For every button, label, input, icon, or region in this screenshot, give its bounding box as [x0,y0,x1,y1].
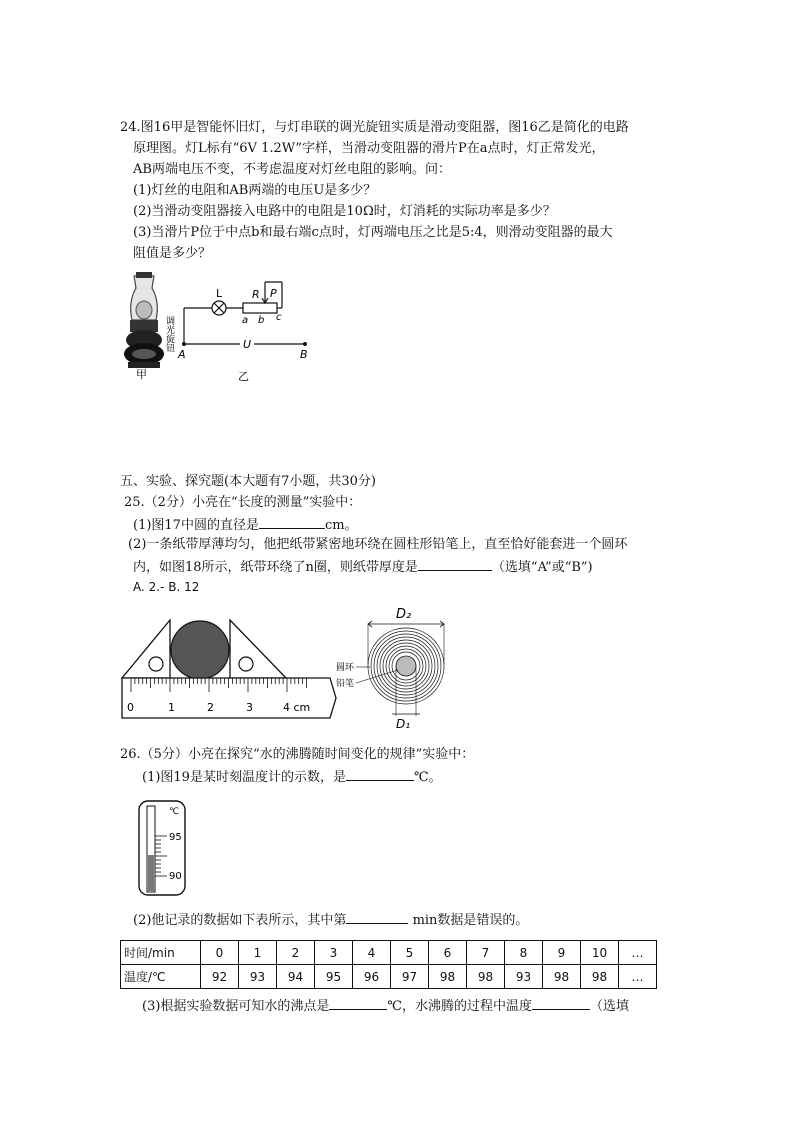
label-p: P [270,287,277,300]
table-row [121,941,657,965]
q24-sub1: (1)灯丝的电阻和AB两端的电压U是多少？ [133,183,377,198]
ruler-label: 4 cm [283,701,311,714]
q25-title: 25.（2分）小亮在“长度的测量”实验中： [124,495,362,510]
label-B: B [300,348,308,361]
label-c: c [276,312,282,323]
q26-sub3-end: （选填 [589,999,629,1014]
label-yi: 乙 [238,370,249,383]
data-table [120,940,657,989]
q26-title: 26.（5分）小亮在探究“水的沸腾随时间变化的规律”实验中： [120,747,475,762]
label-b: b [258,315,265,326]
row-header-time: 时间/min [121,941,201,965]
table-cell: 4 [353,941,391,965]
label-pencil: 铅笔 [336,679,355,689]
q26-sub3-mid: ℃，水沸腾的过程中温度 [387,999,532,1014]
answer-blank[interactable] [418,557,492,571]
table-cell: 2 [277,941,315,965]
circuit-diagram [184,282,305,344]
table-row [121,965,657,989]
q25-sub2a: (2)一条纸带厚薄均匀，他把纸带紧密地环绕在圆柱形铅笔上，直至恰好能套进一个圆环 [128,537,628,552]
answer-blank[interactable] [346,767,414,781]
ruler-label: 0 [127,701,134,714]
table-cell: 10 [581,941,619,965]
table-cell: 98 [467,965,505,989]
table-cell: 7 [467,941,505,965]
answer-blank[interactable] [532,996,590,1010]
figure-18-ring [336,604,466,732]
measured-circle [171,621,229,679]
table-cell: 1 [239,941,277,965]
table-cell: 93 [505,965,543,989]
label-r: R [252,288,260,301]
label-d1: D₁ [396,717,411,731]
q25-sub2b-text: 内，如图18所示，纸带环绕了n圈，则纸带厚度是 [133,560,418,575]
table-cell: 8 [505,941,543,965]
q24-sub3a: (3)当滑片P位于中点b和最右端c点时，灯两端电压之比是5:4，则滑动变阻器的最大 [133,225,613,240]
q24-line3: AB两端电压不变，不考虑温度对灯丝电阻的影响。问： [133,162,451,177]
q26-sub1-text: (1)图19是某时刻温度计的示数，是 [142,770,346,785]
label-l: L [216,287,223,300]
q26-sub1 [142,767,442,787]
ruler-label: 1 [168,701,175,714]
table-cell: 98 [581,965,619,989]
table-cell: 94 [277,965,315,989]
table-cell: 98 [543,965,581,989]
label-A: A [178,348,186,361]
table-cell: 0 [201,941,239,965]
q24-sub3b: 阻值是多少？ [133,246,212,261]
pencil-core [396,656,416,676]
mercury-column [148,855,154,891]
section-title: 五、实验、探究题(本大题有7小题，共30分) [120,474,376,489]
table-cell: 93 [239,965,277,989]
q26-sub3-text: (3)根据实验数据可知水的沸点是 [142,999,330,1014]
q26-sub3 [142,996,629,1016]
thermo-label-90: 90 [169,871,182,882]
q26-sub2-unit: min数据是错误的。 [412,913,529,928]
ruler-label: 3 [246,701,253,714]
table-cell: … [619,965,657,989]
q26-sub2 [133,910,528,930]
answer-blank[interactable] [346,910,408,924]
q24-line2: 原理图。灯L标有“6V 1.2W”字样，当滑动变阻器的滑片P在a点时，灯正常发光， [133,141,605,156]
table-cell: 6 [429,941,467,965]
q25-sub2b-choice: （选填“A”或“B”) [491,560,593,575]
q25-sub1 [133,515,358,535]
row-header-temp: 温度/℃ [121,965,201,989]
thermo-label-95: 95 [169,832,182,843]
table-cell: 95 [315,965,353,989]
table-cell: 97 [391,965,429,989]
figure-17-ruler [118,614,340,720]
q25-sub1-unit: cm。 [324,518,358,533]
label-jia: 甲 [136,368,147,381]
table-cell: … [619,941,657,965]
q26-sub1-unit: ℃。 [413,770,442,785]
table-cell: 9 [543,941,581,965]
table-cell: 96 [353,965,391,989]
q24-sub2: (2)当滑动变阻器接入电路中的电阻是10Ω时，灯消耗的实际功率是多少？ [133,204,556,219]
ruler-label: 2 [207,701,214,714]
terminal-a [182,342,186,346]
q25-sub2b [133,557,593,577]
answer-blank[interactable] [259,515,325,529]
q24-line1: 24.图16甲是智能怀旧灯，与灯串联的调光旋钮实质是滑动变阻器，图16乙是简化的电路 [120,120,629,135]
figure-16 [120,268,330,388]
q25-sub1-text: (1)图17中圆的直径是 [133,518,259,533]
table-cell: 5 [391,941,429,965]
table-cell: 92 [201,965,239,989]
label-ring: 圆环 [336,663,355,673]
figure-19-thermometer [138,800,188,898]
terminal-b [303,342,307,346]
table-cell: 3 [315,941,353,965]
label-a: a [242,315,249,326]
label-d2: D₂ [396,607,412,622]
thermo-unit: ℃ [169,807,180,817]
q26-sub2-text: (2)他记录的数据如下表所示，其中第 [133,913,347,928]
q25-options: A. 2.- B. 12 [133,580,200,594]
label-U: U [243,338,252,351]
answer-blank[interactable] [329,996,387,1010]
table-cell: 98 [429,965,467,989]
knob-label: 调光旋钮 [166,317,176,354]
lamp-image [124,272,164,368]
